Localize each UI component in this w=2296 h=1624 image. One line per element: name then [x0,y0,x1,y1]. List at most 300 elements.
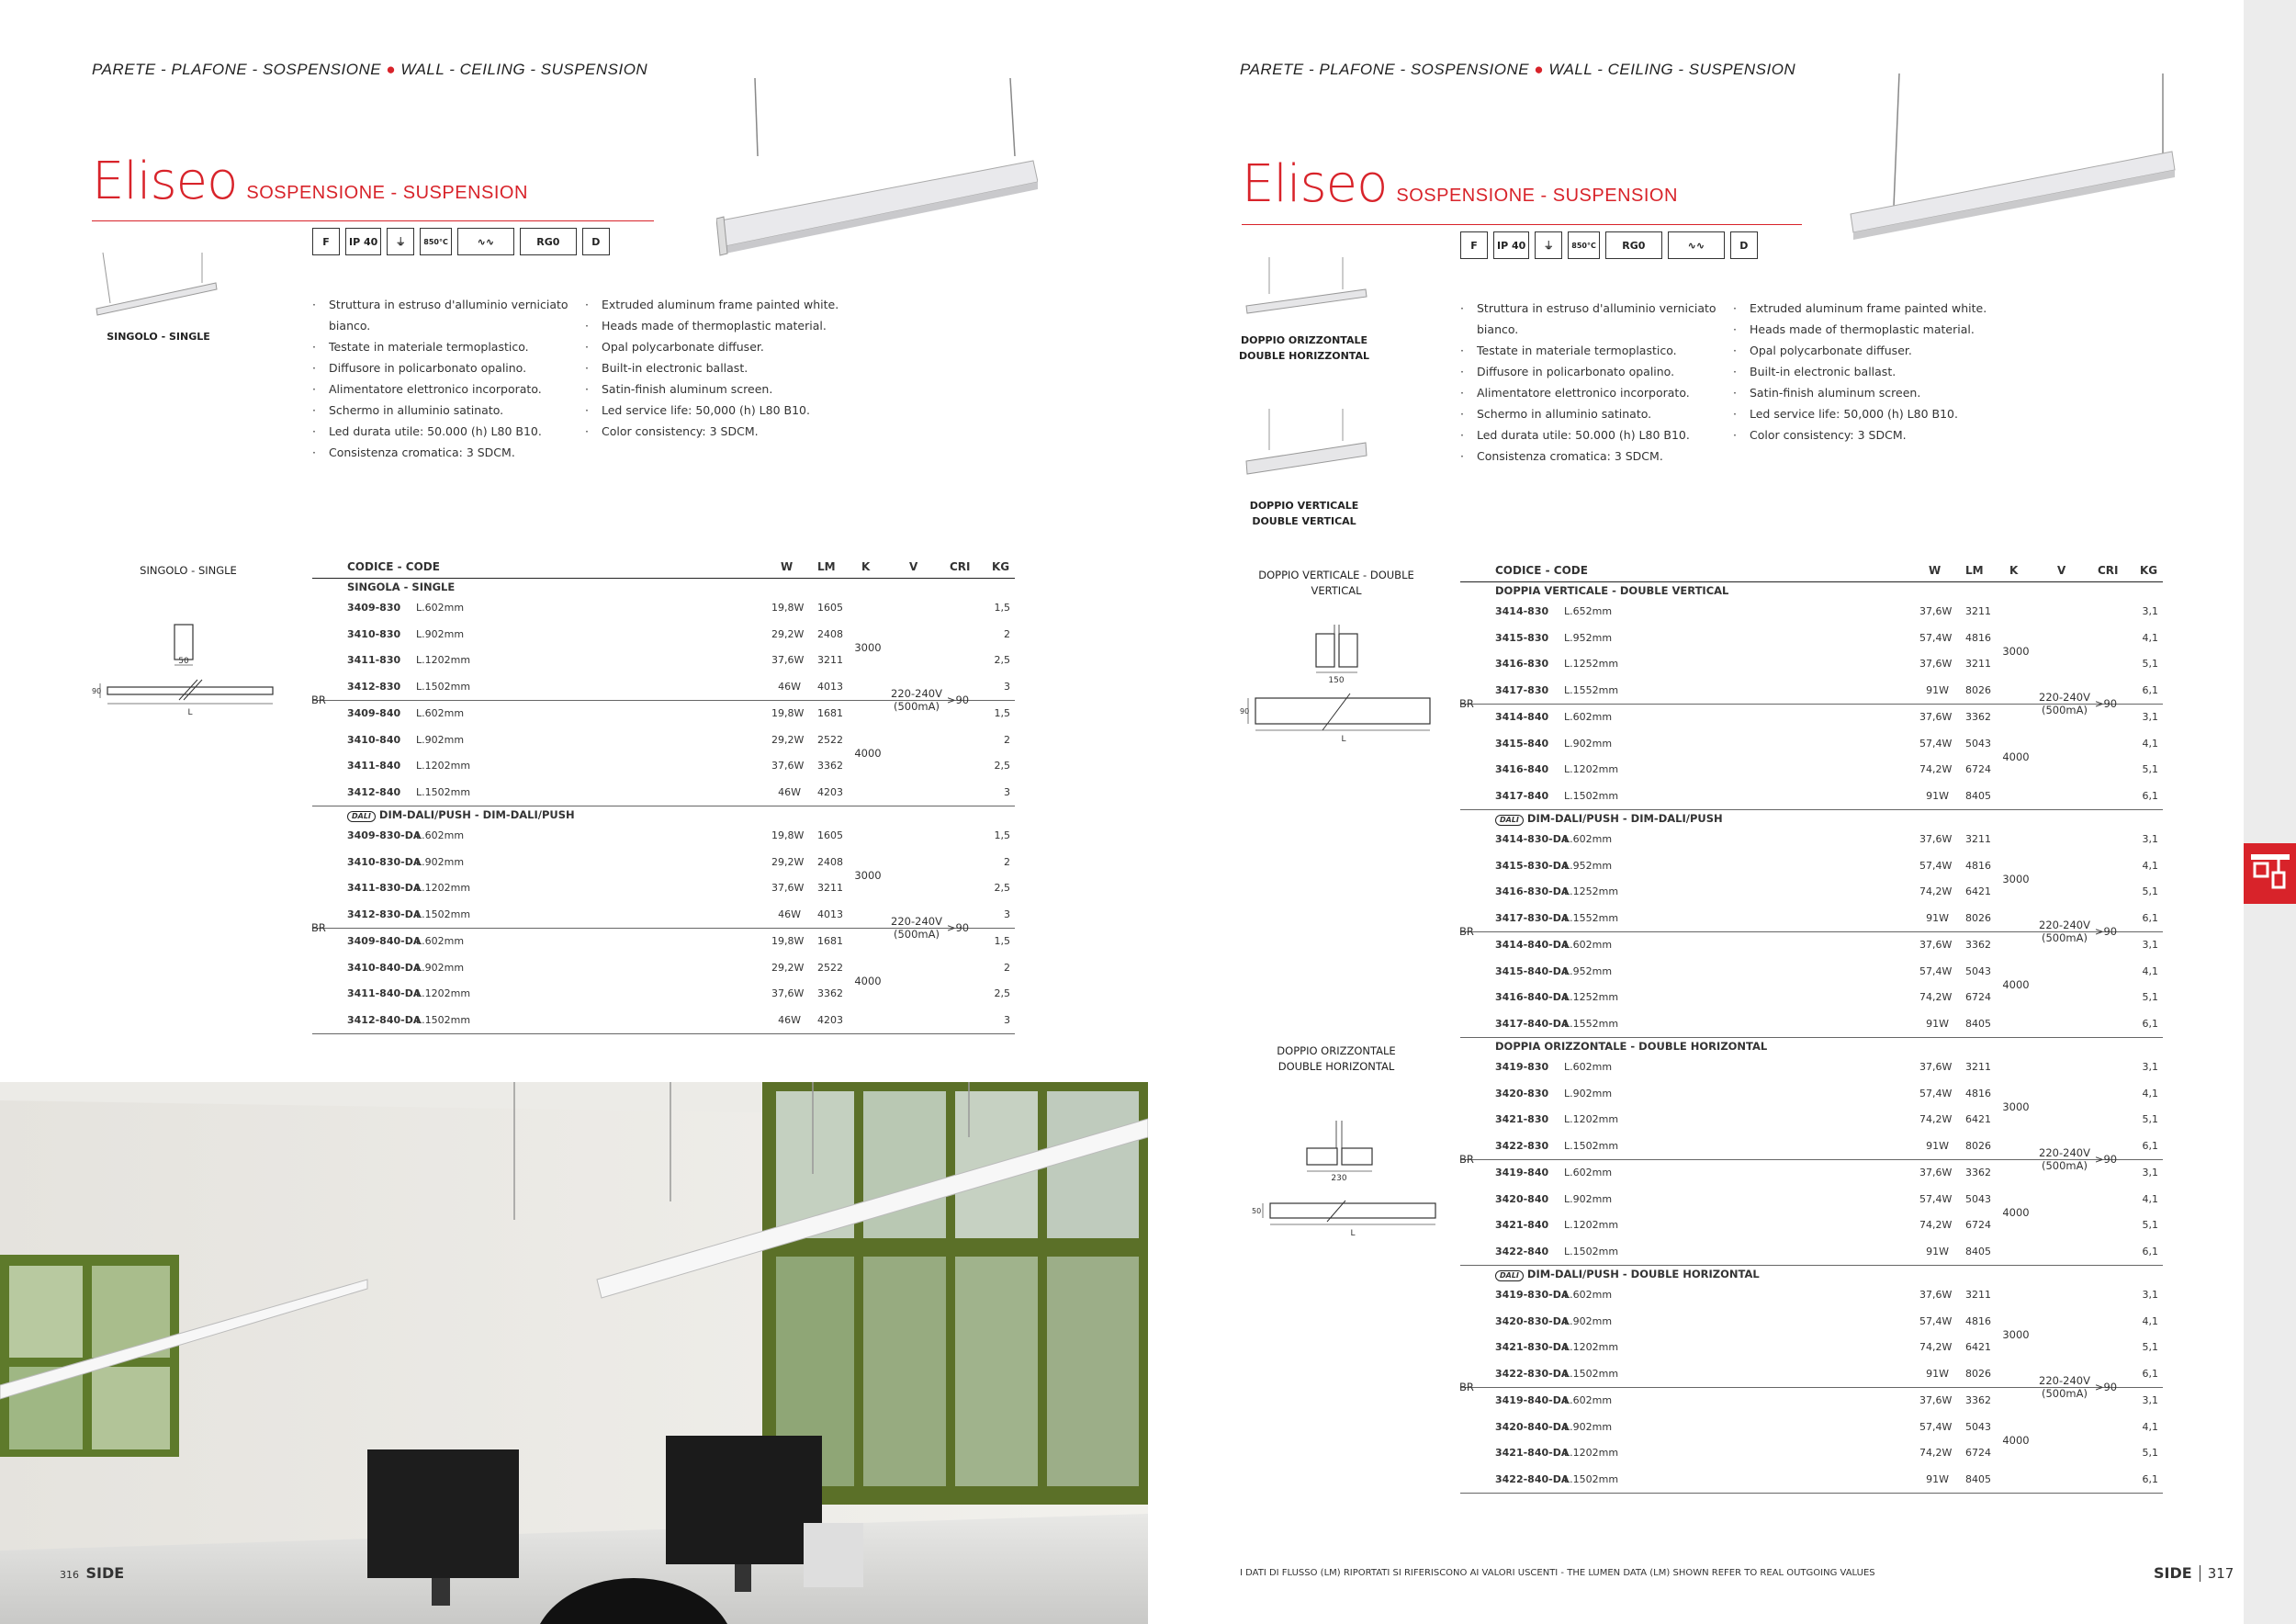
section-title [1460,1038,2163,1054]
cell-length: L.1202mm [1564,1113,1619,1125]
cell-lumen: 1605 [817,829,843,841]
cell-code: 3415-830 [1495,631,1549,644]
cell-weight: 4,1 [2142,737,2158,750]
table-row [1460,1282,2163,1309]
cell-kelvin: 3000 [2002,1328,2030,1341]
cell-length: L.1202mm [1564,763,1619,775]
drawing-label-vertical: DOPPIO VERTICALE - DOUBLE VERTICAL [1258,569,1414,597]
col-cri: CRI [950,560,971,573]
cell-lumen: 3211 [1965,1289,1991,1301]
certification-icons-left [312,228,610,255]
cell-watt: 19,8W [771,829,805,841]
ground-icon: ⏚ [1535,231,1562,259]
feature-item: · Opal polycarbonate diffuser. [585,336,861,357]
cell-watt: 19,8W [771,935,805,947]
cell-lumen: 4816 [1965,859,1991,872]
cell-weight: 3 [1004,680,1010,693]
cell-weight: 5,1 [2142,1447,2158,1459]
section-title [312,579,1015,595]
cell-length: L.1552mm [1564,683,1619,696]
cell-length: L.1502mm [1564,1245,1619,1257]
cell-weight: 5,1 [2142,1341,2158,1353]
cell-watt: 91W [1926,1139,1949,1152]
feature-item: · Alimentatore elettronico incorporato. [312,378,579,400]
cell-weight: 2 [1004,733,1010,746]
cell-watt: 29,2W [771,961,805,974]
cell-weight: 4,1 [2142,859,2158,872]
cell-finish-br: BR [1459,1153,1474,1166]
dim-height: 50 [1252,1207,1262,1215]
cell-weight: 3,1 [2142,605,2158,617]
features-list-en-right [1733,298,2009,445]
cell-length: L.602mm [416,829,465,841]
cell-lumen: 4013 [817,680,843,693]
feature-item: · Struttura in estruso d'alluminio verniciato bianco. [1460,298,1727,340]
cell-lumen: 6724 [1965,991,1991,1003]
glow-wire-icon: 850°C [420,228,452,255]
section-title [1460,1266,2163,1282]
cell-weight: 2 [1004,855,1010,868]
cell-length: L.1502mm [1564,789,1619,802]
col-w: W [1929,564,1941,577]
cell-length: L.1252mm [1564,885,1619,897]
dim-width: 230 [1331,1174,1347,1183]
cell-watt: 74,2W [1919,1113,1953,1125]
cell-length: L.902mm [1564,737,1613,750]
cell-code: 3410-840 [347,733,401,746]
cell-length: L.902mm [416,627,465,640]
cell-finish-br: BR [311,694,326,706]
cell-lumen: 8405 [1965,1245,1991,1257]
cell-length: L.1202mm [416,882,471,894]
cell-finish-br: BR [1459,1381,1474,1393]
features-list-en-left [585,294,861,442]
cell-watt: 29,2W [771,733,805,746]
cell-weight: 2,5 [994,882,1010,894]
table-row [1460,757,2163,784]
cell-lumen: 3211 [1965,833,1991,845]
cell-length: L.602mm [416,602,465,614]
color-temp-group [1460,1054,2163,1160]
color-temp-group [1460,932,2163,1037]
double-vertical-thumbnail [1242,404,1370,487]
caption-line: DOPPIO VERTICALE [1249,500,1359,512]
cell-watt: 37,6W [1919,711,1953,723]
table-block [312,823,1015,1034]
cell-finish-br: BR [311,921,326,934]
cell-length: L.602mm [1564,1061,1613,1073]
cell-watt: 37,6W [1919,658,1953,670]
table-section [1460,1266,2163,1494]
cell-watt: 37,6W [1919,1061,1953,1073]
product-title-right [1242,154,1678,214]
cell-watt: 46W [778,1013,801,1026]
cell-lumen: 6724 [1965,1447,1991,1459]
table-row [1460,1309,2163,1336]
cell-lumen: 3362 [1965,939,1991,951]
color-temp-group [312,823,1015,929]
cell-length: L.902mm [1564,1087,1613,1100]
color-temp-group [1460,1282,2163,1388]
cell-cri: >90 [2094,1153,2118,1166]
cell-voltage: 220-240V (500mA) [891,915,942,941]
cell-weight: 6,1 [2142,1139,2158,1152]
cell-code: 3410-830 [347,627,401,640]
cell-weight: 2,5 [994,654,1010,666]
cell-lumen: 8026 [1965,1139,1991,1152]
cell-lumen: 3362 [1965,1167,1991,1179]
cell-code: 3422-830 [1495,1139,1549,1152]
header-en: WALL - CEILING - SUSPENSION [1548,61,1796,78]
table-section [1460,1038,2163,1266]
category-tab-suspension[interactable] [2244,843,2296,904]
section-title-text: DIM-DALI/PUSH - DOUBLE HORIZONTAL [1526,1268,1760,1280]
cell-length: L.652mm [1564,605,1613,617]
cell-watt: 37,6W [771,760,805,772]
cell-length: L.1552mm [1564,911,1619,924]
cell-length: L.602mm [1564,711,1613,723]
cell-code: 3410-830-DA [347,855,422,868]
cell-code: 3409-830-DA [347,829,422,841]
f-mark-icon: F [1460,231,1488,259]
cell-watt: 91W [1926,1017,1949,1030]
cell-watt: 57,4W [1919,859,1953,872]
caption-line: DOUBLE HORIZZONTAL [1239,350,1369,362]
cell-watt: 37,6W [1919,605,1953,617]
cell-code: 3417-840 [1495,789,1549,802]
col-lm: LM [817,560,836,573]
cell-weight: 4,1 [2142,1087,2158,1100]
dim-length: L [1341,735,1346,744]
table-row [312,955,1015,982]
col-w: W [781,560,793,573]
table-row [312,727,1015,754]
table-section [1460,810,2163,1038]
cell-code: 3421-840 [1495,1219,1549,1231]
dali-logo-icon: DALI [347,811,376,822]
section-title-text: DIM-DALI/PUSH - DIM-DALI/PUSH [1526,812,1723,825]
variant-caption-single: SINGOLO - SINGLE [107,331,210,343]
cell-code: 3420-840 [1495,1192,1549,1205]
cell-weight: 2,5 [994,987,1010,999]
cell-weight: 2,5 [994,760,1010,772]
cell-weight: 4,1 [2142,631,2158,644]
cell-length: L.952mm [1564,631,1613,644]
section-title-text: DOPPIA ORIZZONTALE - DOUBLE HORIZONTAL [1495,1040,1768,1053]
table-row [1460,1239,2163,1266]
cell-code: 3411-830 [347,654,401,666]
cell-lumen: 8405 [1965,1472,1991,1485]
feature-item: · Led service life: 50,000 (h) L80 B10. [1733,403,2009,424]
feature-item: · Heads made of thermoplastic material. [1733,319,2009,340]
header-it: PARETE - PLAFONE - SOSPENSIONE [92,61,382,78]
section-title-text: DOPPIA VERTICALE - DOUBLE VERTICAL [1495,584,1729,597]
cell-weight: 6,1 [2142,1245,2158,1257]
bullet-dot: ● [386,61,401,78]
cell-watt: 19,8W [771,602,805,614]
cell-lumen: 3211 [1965,658,1991,670]
cell-voltage: 220-240V (500mA) [2039,919,2090,944]
cell-weight: 4,1 [2142,1192,2158,1205]
table-section [1460,582,2163,810]
cell-watt: 46W [778,908,801,920]
lumen-footnote: I DATI DI FLUSSO (LM) RIPORTATI SI RIFERISCONO AI VALORI USCENTI - THE LUMEN DATA (LM) SHOWN REFER TO REAL OUTGOING VALUES [1240,1568,1875,1578]
cell-code: 3416-840-DA [1495,991,1570,1003]
cell-kelvin: 3000 [2002,873,2030,885]
cell-length: L.1202mm [416,760,471,772]
cell-length: L.1502mm [416,908,471,920]
col-k: K [861,560,871,573]
cell-length: L.602mm [1564,1167,1613,1179]
feature-item: · Extruded aluminum frame painted white. [1733,298,2009,319]
feature-item: · Satin-finish aluminum screen. [585,378,861,400]
cell-weight: 6,1 [2142,1017,2158,1030]
cell-watt: 46W [778,680,801,693]
col-v: V [2057,564,2066,577]
cell-weight: 5,1 [2142,1113,2158,1125]
cell-weight: 1,5 [994,602,1010,614]
col-v: V [909,560,918,573]
cell-lumen: 3362 [1965,711,1991,723]
photobio-rg0-icon: RG0 [520,228,577,255]
cell-code: 3420-830 [1495,1087,1549,1100]
cell-code: 3409-830 [347,602,401,614]
cell-code: 3417-840-DA [1495,1017,1570,1030]
table-header [1460,564,2163,582]
cell-weight: 3,1 [2142,1289,2158,1301]
cell-cri: >90 [2094,1381,2118,1393]
cell-lumen: 1681 [817,707,843,719]
color-temp-group [1460,599,2163,705]
product-name: Eliseo [92,152,238,211]
cell-weight: 5,1 [2142,763,2158,775]
brand-name-left: SIDE [85,1564,125,1582]
cell-watt: 91W [1926,1367,1949,1380]
cell-code: 3422-830-DA [1495,1367,1570,1380]
cell-lumen: 4203 [817,785,843,798]
feature-item: · Heads made of thermoplastic material. [585,315,861,336]
cell-lumen: 2522 [817,733,843,746]
cell-length: L.1202mm [416,654,471,666]
table-row [1460,599,2163,626]
cell-weight: 3,1 [2142,1061,2158,1073]
lamp-product-image [716,73,1038,257]
table-row [312,780,1015,806]
feature-item: · Color consistency: 3 SDCM. [1733,424,2009,445]
cell-lumen: 8405 [1965,1017,1991,1030]
dimmable-d-icon: D [582,228,610,255]
cell-lumen: 6421 [1965,885,1991,897]
table-row [1460,651,2163,678]
cell-watt: 74,2W [1919,1341,1953,1353]
header-en: WALL - CEILING - SUSPENSION [400,61,648,78]
cell-voltage: 220-240V (500mA) [2039,1374,2090,1400]
f-mark-icon: F [312,228,340,255]
cell-lumen: 8026 [1965,683,1991,696]
col-code: CODICE - CODE [1495,564,1588,577]
cell-lumen: 3362 [817,760,843,772]
spec-table-left [312,560,1015,1034]
cell-weight: 5,1 [2142,1219,2158,1231]
table-body [1460,582,2163,1494]
features-list-it-right [1460,298,1727,467]
cell-code: 3410-840-DA [347,961,422,974]
cell-length: L.1502mm [1564,1139,1619,1152]
cell-kelvin: 4000 [2002,1434,2030,1447]
cell-length: L.1552mm [1564,1017,1619,1030]
table-row [1460,827,2163,853]
cell-kelvin: 4000 [2002,750,2030,763]
single-lamp-thumbnail [92,248,220,321]
cell-code: 3419-840 [1495,1167,1549,1179]
section-title [1460,810,2163,827]
lamp-product-image [1846,69,2177,243]
cell-length: L.602mm [1564,1289,1613,1301]
cell-weight: 4,1 [2142,964,2158,977]
cell-code: 3416-840 [1495,763,1549,775]
cell-watt: 37,6W [1919,939,1953,951]
feature-item: · Led service life: 50,000 (h) L80 B10. [585,400,861,421]
product-subtitle: SOSPENSIONE - SUSPENSION [1396,186,1678,206]
certification-icons-right [1460,231,1758,259]
color-temp-group [1460,705,2163,809]
table-row [1460,1107,2163,1133]
cell-weight: 3 [1004,908,1010,920]
cell-kelvin: 3000 [854,869,882,882]
col-k: K [2009,564,2019,577]
drawing-label-horizontal [1235,1043,1437,1075]
cell-watt: 37,6W [1919,1394,1953,1406]
cell-cri: >90 [946,694,970,706]
cell-finish-br: BR [1459,925,1474,938]
cell-code: 3421-830 [1495,1113,1549,1125]
title-underline [1242,224,1802,225]
col-cri: CRI [2098,564,2119,577]
cell-lumen: 4816 [1965,1087,1991,1100]
cell-watt: 57,4W [1919,964,1953,977]
cell-kelvin: 3000 [2002,645,2030,658]
cell-watt: 91W [1926,911,1949,924]
cell-code: 3409-840 [347,707,401,719]
table-row [1460,853,2163,880]
glow-wire-icon: 850°C [1568,231,1600,259]
table-section [312,579,1015,806]
cell-watt: 91W [1926,683,1949,696]
cell-lumen: 3211 [1965,1061,1991,1073]
ground-icon: ⏚ [387,228,414,255]
cell-weight: 2 [1004,627,1010,640]
table-section [312,806,1015,1034]
feature-item: · Opal polycarbonate diffuser. [1733,340,2009,361]
page-number-right: 317 [2207,1564,2234,1582]
cell-code: 3412-840-DA [347,1013,422,1026]
color-temp-group [312,929,1015,1033]
cell-weight: 2 [1004,961,1010,974]
feature-item: · Built-in electronic ballast. [585,357,861,378]
dim-height: 90 [92,687,102,695]
cell-watt: 74,2W [1919,991,1953,1003]
cell-cri: >90 [2094,697,2118,710]
caption-double-vertical [1231,498,1378,529]
cell-watt: 37,6W [771,987,805,999]
col-lm: LM [1965,564,1984,577]
cell-length: L.1202mm [1564,1447,1619,1459]
cell-length: L.952mm [1564,964,1613,977]
cell-lumen: 6724 [1965,1219,1991,1231]
color-temp-group [1460,827,2163,932]
cell-length: L.902mm [416,961,465,974]
cell-length: L.1252mm [1564,991,1619,1003]
driver-icon: ∿∿ [457,228,514,255]
cell-kelvin: 4000 [2002,1206,2030,1219]
table-row [312,753,1015,780]
cell-lumen: 4816 [1965,1314,1991,1327]
table-row [1460,1054,2163,1081]
title-underline [92,220,654,221]
table-row [312,622,1015,648]
cell-code: 3415-840-DA [1495,964,1570,977]
cell-finish-br: BR [1459,697,1474,710]
suspension-category-icon [2244,843,2296,904]
cell-watt: 37,6W [1919,833,1953,845]
cell-weight: 1,5 [994,829,1010,841]
cell-code: 3415-830-DA [1495,859,1570,872]
cell-weight: 3,1 [2142,1394,2158,1406]
table-row [1460,626,2163,652]
table-row [1460,1415,2163,1441]
cell-length: L.902mm [1564,1314,1613,1327]
technical-drawing-vertical [1235,625,1442,744]
cell-length: L.602mm [1564,939,1613,951]
cell-length: L.1502mm [416,785,471,798]
table-block [1460,1054,2163,1266]
dali-logo-icon: DALI [1495,1270,1524,1281]
cell-watt: 57,4W [1919,631,1953,644]
feature-item: · Consistenza cromatica: 3 SDCM. [312,442,579,463]
cell-lumen: 8405 [1965,789,1991,802]
cell-code: 3419-830-DA [1495,1289,1570,1301]
cell-length: L.1502mm [1564,1472,1619,1485]
side-tab-bar [2244,0,2296,1624]
cell-weight: 5,1 [2142,991,2158,1003]
table-row [312,1008,1015,1034]
double-horizontal-thumbnail [1242,253,1370,317]
cell-watt: 29,2W [771,627,805,640]
ip40-icon: IP 40 [1493,231,1529,259]
table-block [1460,827,2163,1038]
cell-code: 3414-840-DA [1495,939,1570,951]
cell-code: 3414-830-DA [1495,833,1570,845]
caption-line: DOUBLE VERTICAL [1252,515,1356,527]
table-row [312,981,1015,1008]
driver-icon: ∿∿ [1668,231,1725,259]
cell-code: 3411-840-DA [347,987,422,999]
cell-lumen: 3362 [817,987,843,999]
cell-watt: 91W [1926,1472,1949,1485]
technical-drawing-single [87,615,289,735]
section-title [312,806,1015,823]
drawing-label-single: SINGOLO - SINGLE [140,564,237,577]
table-row [1460,1467,2163,1494]
cell-length: L.902mm [1564,1192,1613,1205]
cell-code: 3411-830-DA [347,882,422,894]
feature-item: · Alimentatore elettronico incorporato. [1460,382,1727,403]
cell-lumen: 2522 [817,961,843,974]
dim-width: 150 [1328,676,1345,685]
cell-kelvin: 3000 [854,641,882,654]
table-row [1460,1011,2163,1038]
color-temp-group [1460,1160,2163,1265]
